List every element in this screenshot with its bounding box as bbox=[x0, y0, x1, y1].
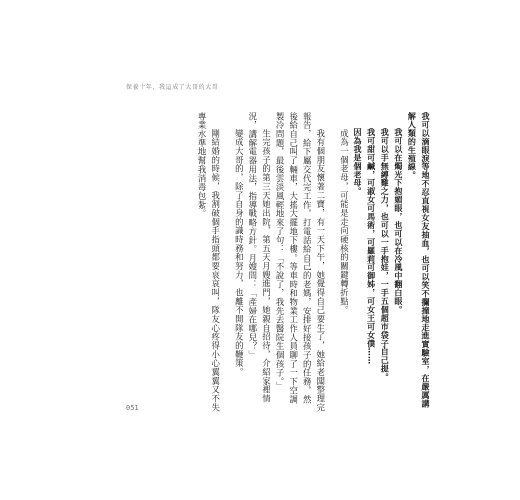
running-header: 保養十年，我這成了大哥的大哥 bbox=[126, 84, 219, 91]
body-text bbox=[136, 112, 432, 412]
paragraph: 成為一個老母，可能是走向硬核的關鍵轉折點。 bbox=[339, 128, 350, 315]
oath-line: 我可以手無縛雞之力，也可以一手抱娃，一手五個超市袋子自己提。 bbox=[380, 128, 390, 382]
paragraph: 變成大哥的，除了自身的識時務和努力，也離不開隊友的鞭策。 bbox=[234, 128, 245, 377]
paragraph: 生完孩子的第三天她出院，第五天月嫂進門，她親自招待，介紹家裡情況，講解電器用法，指導戰略方針。月嫂問：「產婦在哪兒？」 bbox=[247, 112, 272, 403]
paragraph: 我有個朋友懷著二寶，有一天下午，她覺得自己要生了，她給老闆整理完報告，給下屬交代完工作，打電話給自己的老媽，安排好接孩子的任務，然後給自己叫了輛車，大搖大擺地下樓。等車時和物業工作人員聊了一下空調製冷問題，最後雲淡風輕地來了句：「不說了，我先去醫院生個孩子。」 bbox=[275, 112, 326, 412]
paragraph: 剛結婚的時候，我割破個手指頭都要哀哀叫，隊友心疼得小心翼翼又不失專業水準地幫我消毒包紮。 bbox=[197, 112, 221, 412]
oath-line: 我可甜可鹹，可淑女可馬術，可羅莉可御姊，可女王可女僕…… bbox=[366, 128, 376, 365]
oath-line: 我可以滴眼淚等地不忍直視女友抽血，也可以笑不攔撞地走進實驗室，在嚴厲講解人類的生殖線。 bbox=[407, 112, 430, 408]
page-number: 051 bbox=[126, 404, 139, 412]
oath-line: 因為我是個老母。 bbox=[353, 128, 363, 196]
oath-line: 我可以在燭光下抱媚眼，也可以在冷風中翻白眼。 bbox=[393, 128, 403, 314]
